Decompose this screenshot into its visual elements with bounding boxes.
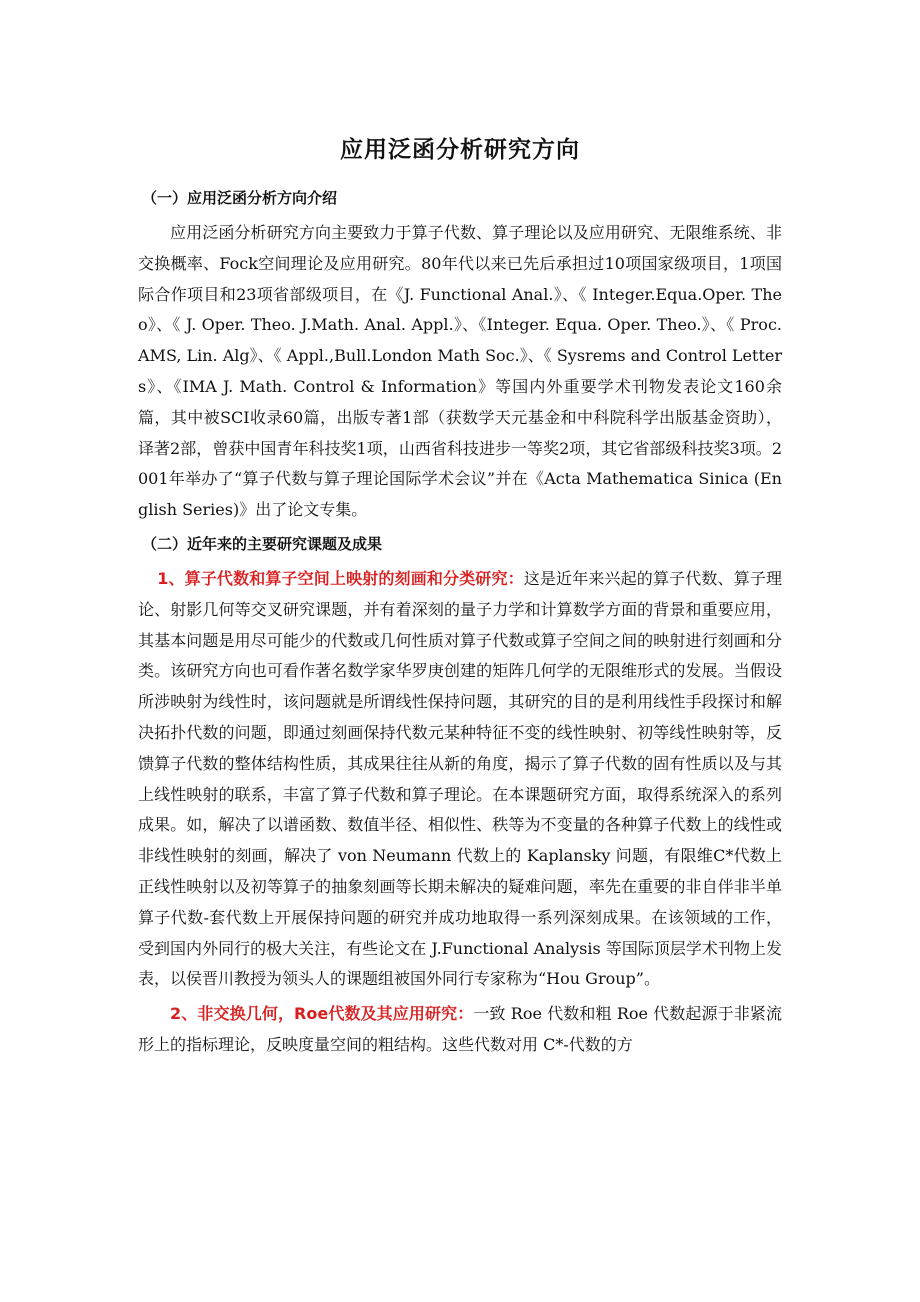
topic-2-heading: 2、非交换几何，Roe代数及其应用研究： — [170, 1004, 474, 1024]
topic-1-heading: 1、算子代数和算子空间上映射的刻画和分类研究： — [157, 568, 524, 588]
document-title: 应用泛函分析研究方向 — [340, 137, 580, 163]
document-page — [138, 128, 782, 1065]
topic-2-text: 一致 Roe 代数和粗 Roe 代数起源于非紧流形上的指标理论，反映度量空间的粗结构。这些代数对用 C*-代数的方 — [138, 1004, 782, 1054]
section-heading-research-results: （二）近年来的主要研究课题及成果 — [142, 534, 383, 553]
introduction-paragraph: 应用泛函分析研究方向主要致力于算子代数、算子理论以及应用研究、无限维系统、非交换概率、Fock空间理论及应用研究。80年代以来已先后承担过10项国家级项目，1项国际合作项目和23项省部级项目，在《J. Functional Anal.》、《 Integer.Equa.Oper. Theo》、《 J. Oper. Theo. J.Math. Anal. Appl.》、《Integer. Equa. Oper. Theo.》、《 Proc. AMS, Lin. Alg》、《 Appl.,Bull.London Math Soc.》、《 Sysrems and Control Letters》、《IMA J. Math. Control & Information》等国内外重要学术刊物发表论文160余篇，其中被SCI收录60篇，出版专著1部（获数学天元基金和中科院科学出版基金资助），译著2部，曾获中国青年科技奖1项，山西省科技进步一等奖2项，其它省部级科技奖3项。2001年举办了“算子代数与算子理论国际学术会议”并在《Acta Mathematica Sinica (English Series)》出了论文专集。 — [138, 223, 782, 520]
section-heading-introduction: （一）应用泛函分析方向介绍 — [142, 189, 338, 207]
topic-1-paragraph — [138, 564, 782, 995]
topic-1-text: 这是近年来兴起的算子代数、算子理论、射影几何等交叉研究课题，并有着深刻的量子力学和计算数学方面的背景和重要应用，其基本问题是用尽可能少的代数或几何性质对算子代数或算子空间之间的映射进行刻画和分类。该研究方向也可看作著名数学家华罗庚创建的矩阵几何学的无限维形式的发展。当假设所涉映射为线性时，该问题就是所谓线性保持问题，其研究的目的是利用线性手段探讨和解决拓扑代数的问题，即通过刻画保持代数元某种特征不变的线性映射、初等线性映射等，反馈算子代数的整体结构性质，其成果往往从新的角度，揭示了算子代数的固有性质以及与其上线性映射的联系，丰富了算子代数和算子理论。在本课题研究方面，取得系统深入的系列成果。如，解决了以谱函数、数值半径、相似性、秩等为不变量的各种算子代数上的线性或非线性映射的刻画，解决了 von Neumann 代数上的 Kaplansky 问题，有限维C*代数上正线性映射以及初等算子的抽象刻画等长期未解决的疑难问题，率先在重要的非自伴非半单算子代数-套代数上开展保持问题的研究并成功地取得一系列深刻成果。在该领域的工作，受到国内外同行的极大关注，有些论文在 J.Functional Analysis 等国际顶层学术刊物上发表，以侯晋川教授为领头人的课题组被国外同行专家称为“Hou Group”。 — [138, 568, 782, 989]
topic-2-paragraph — [138, 999, 782, 1061]
